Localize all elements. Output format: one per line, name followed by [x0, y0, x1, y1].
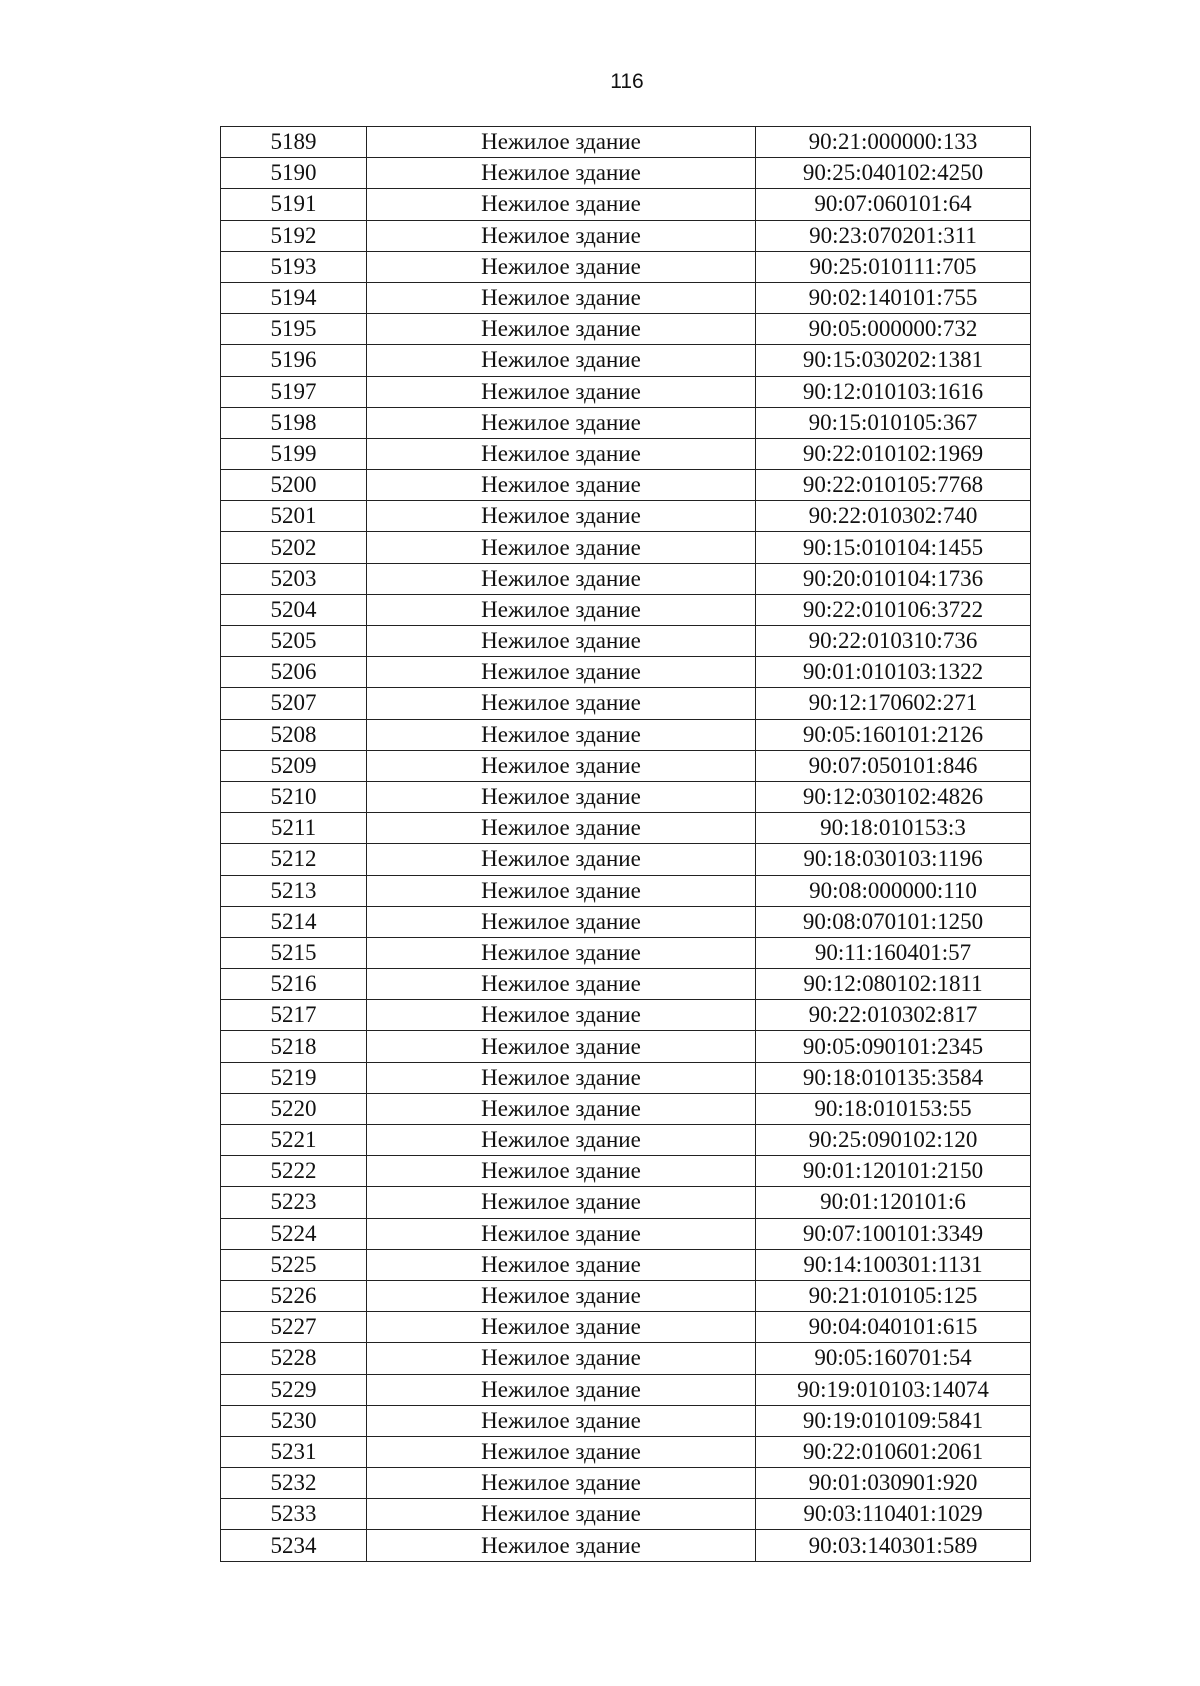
cadastral-number-cell: 90:22:010310:736 — [756, 626, 1031, 657]
object-type-cell: Нежилое здание — [367, 1343, 756, 1374]
row-number-cell: 5193 — [221, 251, 367, 282]
object-type-cell: Нежилое здание — [367, 1093, 756, 1124]
object-type-cell: Нежилое здание — [367, 314, 756, 345]
row-number-cell: 5231 — [221, 1436, 367, 1467]
object-type-cell: Нежилое здание — [367, 470, 756, 501]
object-type-cell: Нежилое здание — [367, 594, 756, 625]
row-number-cell: 5195 — [221, 314, 367, 345]
object-type-cell: Нежилое здание — [367, 937, 756, 968]
table-row — [221, 1280, 1031, 1311]
cadastral-number-cell: 90:07:100101:3349 — [756, 1218, 1031, 1249]
table-row — [221, 470, 1031, 501]
table-row — [221, 251, 1031, 282]
cadastral-number-cell: 90:12:080102:1811 — [756, 969, 1031, 1000]
row-number-cell: 5201 — [221, 501, 367, 532]
cadastral-number-cell: 90:15:030202:1381 — [756, 345, 1031, 376]
row-number-cell: 5194 — [221, 282, 367, 313]
cadastral-number-cell: 90:01:120101:6 — [756, 1187, 1031, 1218]
cadastral-number-cell: 90:22:010302:817 — [756, 1000, 1031, 1031]
table-row — [221, 1468, 1031, 1499]
cadastral-number-cell: 90:15:010105:367 — [756, 407, 1031, 438]
cadastral-number-cell: 90:20:010104:1736 — [756, 563, 1031, 594]
cadastral-number-cell: 90:18:010153:3 — [756, 813, 1031, 844]
object-type-cell: Нежилое здание — [367, 407, 756, 438]
table-row — [221, 314, 1031, 345]
table-row — [221, 750, 1031, 781]
object-type-cell: Нежилое здание — [367, 376, 756, 407]
row-number-cell: 5204 — [221, 594, 367, 625]
table-row — [221, 376, 1031, 407]
object-type-cell: Нежилое здание — [367, 1031, 756, 1062]
cadastral-number-cell: 90:25:010111:705 — [756, 251, 1031, 282]
object-type-cell: Нежилое здание — [367, 657, 756, 688]
object-type-cell: Нежилое здание — [367, 1374, 756, 1405]
cadastral-number-cell: 90:05:000000:732 — [756, 314, 1031, 345]
row-number-cell: 5211 — [221, 813, 367, 844]
table-row — [221, 345, 1031, 376]
table-row — [221, 875, 1031, 906]
row-number-cell: 5206 — [221, 657, 367, 688]
object-type-cell: Нежилое здание — [367, 189, 756, 220]
object-type-cell: Нежилое здание — [367, 532, 756, 563]
row-number-cell: 5199 — [221, 438, 367, 469]
row-number-cell: 5190 — [221, 158, 367, 189]
row-number-cell: 5226 — [221, 1280, 367, 1311]
table-row — [221, 969, 1031, 1000]
row-number-cell: 5210 — [221, 781, 367, 812]
row-number-cell: 5224 — [221, 1218, 367, 1249]
object-type-cell: Нежилое здание — [367, 781, 756, 812]
row-number-cell: 5215 — [221, 937, 367, 968]
cadastral-number-cell: 90:25:090102:120 — [756, 1125, 1031, 1156]
object-type-cell: Нежилое здание — [367, 813, 756, 844]
row-number-cell: 5219 — [221, 1062, 367, 1093]
table-row — [221, 906, 1031, 937]
table-row — [221, 781, 1031, 812]
table-row — [221, 626, 1031, 657]
table-row — [221, 1218, 1031, 1249]
table-row — [221, 158, 1031, 189]
cadastral-number-cell: 90:22:010102:1969 — [756, 438, 1031, 469]
cadastral-number-cell: 90:12:030102:4826 — [756, 781, 1031, 812]
object-type-cell: Нежилое здание — [367, 501, 756, 532]
table-row — [221, 563, 1031, 594]
object-type-cell: Нежилое здание — [367, 282, 756, 313]
row-number-cell: 5230 — [221, 1405, 367, 1436]
page-number: 116 — [610, 70, 644, 93]
cadastral-number-cell: 90:08:000000:110 — [756, 875, 1031, 906]
row-number-cell: 5209 — [221, 750, 367, 781]
row-number-cell: 5222 — [221, 1156, 367, 1187]
cadastral-number-cell: 90:23:070201:311 — [756, 220, 1031, 251]
table-row — [221, 688, 1031, 719]
table-row — [221, 127, 1031, 158]
row-number-cell: 5189 — [221, 127, 367, 158]
object-type-cell: Нежилое здание — [367, 1405, 756, 1436]
table-row — [221, 1312, 1031, 1343]
row-number-cell: 5200 — [221, 470, 367, 501]
object-type-cell: Нежилое здание — [367, 1436, 756, 1467]
row-number-cell: 5233 — [221, 1499, 367, 1530]
cadastral-number-cell: 90:05:090101:2345 — [756, 1031, 1031, 1062]
object-type-cell: Нежилое здание — [367, 158, 756, 189]
cadastral-number-cell: 90:22:010105:7768 — [756, 470, 1031, 501]
object-type-cell: Нежилое здание — [367, 1312, 756, 1343]
object-type-cell: Нежилое здание — [367, 1249, 756, 1280]
row-number-cell: 5232 — [221, 1468, 367, 1499]
table-row — [221, 1530, 1031, 1561]
row-number-cell: 5223 — [221, 1187, 367, 1218]
table-row — [221, 407, 1031, 438]
object-type-cell: Нежилое здание — [367, 438, 756, 469]
cadastral-number-cell: 90:04:040101:615 — [756, 1312, 1031, 1343]
table-row — [221, 1093, 1031, 1124]
object-type-cell: Нежилое здание — [367, 719, 756, 750]
object-type-cell: Нежилое здание — [367, 1187, 756, 1218]
table-body — [221, 127, 1031, 1562]
object-type-cell: Нежилое здание — [367, 1156, 756, 1187]
cadastral-number-cell: 90:19:010109:5841 — [756, 1405, 1031, 1436]
row-number-cell: 5191 — [221, 189, 367, 220]
row-number-cell: 5214 — [221, 906, 367, 937]
row-number-cell: 5203 — [221, 563, 367, 594]
table-row — [221, 1031, 1031, 1062]
cadastral-number-cell: 90:19:010103:14074 — [756, 1374, 1031, 1405]
table-row — [221, 1156, 1031, 1187]
row-number-cell: 5218 — [221, 1031, 367, 1062]
row-number-cell: 5221 — [221, 1125, 367, 1156]
cadastral-number-cell: 90:22:010106:3722 — [756, 594, 1031, 625]
cadastral-number-cell: 90:03:140301:589 — [756, 1530, 1031, 1561]
row-number-cell: 5197 — [221, 376, 367, 407]
object-type-cell: Нежилое здание — [367, 127, 756, 158]
table-row — [221, 1499, 1031, 1530]
object-type-cell: Нежилое здание — [367, 906, 756, 937]
cadastral-number-cell: 90:18:010153:55 — [756, 1093, 1031, 1124]
row-number-cell: 5220 — [221, 1093, 367, 1124]
cadastral-number-cell: 90:22:010601:2061 — [756, 1436, 1031, 1467]
table-row — [221, 1125, 1031, 1156]
object-type-cell: Нежилое здание — [367, 969, 756, 1000]
row-number-cell: 5216 — [221, 969, 367, 1000]
object-type-cell: Нежилое здание — [367, 251, 756, 282]
row-number-cell: 5198 — [221, 407, 367, 438]
table-row — [221, 1343, 1031, 1374]
cadastral-number-cell: 90:22:010302:740 — [756, 501, 1031, 532]
table-row — [221, 282, 1031, 313]
cadastral-number-cell: 90:02:140101:755 — [756, 282, 1031, 313]
cadastral-number-cell: 90:05:160101:2126 — [756, 719, 1031, 750]
table-row — [221, 189, 1031, 220]
row-number-cell: 5213 — [221, 875, 367, 906]
table-row — [221, 719, 1031, 750]
cadastral-number-cell: 90:01:030901:920 — [756, 1468, 1031, 1499]
object-type-cell: Нежилое здание — [367, 688, 756, 719]
object-type-cell: Нежилое здание — [367, 563, 756, 594]
cadastral-number-cell: 90:03:110401:1029 — [756, 1499, 1031, 1530]
table-row — [221, 1187, 1031, 1218]
cadastral-number-cell: 90:08:070101:1250 — [756, 906, 1031, 937]
table-row — [221, 532, 1031, 563]
row-number-cell: 5212 — [221, 844, 367, 875]
registry-table-container — [220, 126, 1030, 1562]
row-number-cell: 5225 — [221, 1249, 367, 1280]
object-type-cell: Нежилое здание — [367, 1000, 756, 1031]
cadastral-number-cell: 90:18:010135:3584 — [756, 1062, 1031, 1093]
row-number-cell: 5228 — [221, 1343, 367, 1374]
cadastral-number-cell: 90:15:010104:1455 — [756, 532, 1031, 563]
row-number-cell: 5208 — [221, 719, 367, 750]
cadastral-number-cell: 90:21:000000:133 — [756, 127, 1031, 158]
table-row — [221, 438, 1031, 469]
object-type-cell: Нежилое здание — [367, 844, 756, 875]
cadastral-number-cell: 90:14:100301:1131 — [756, 1249, 1031, 1280]
table-row — [221, 501, 1031, 532]
object-type-cell: Нежилое здание — [367, 1062, 756, 1093]
row-number-cell: 5196 — [221, 345, 367, 376]
object-type-cell: Нежилое здание — [367, 626, 756, 657]
cadastral-number-cell: 90:18:030103:1196 — [756, 844, 1031, 875]
object-type-cell: Нежилое здание — [367, 750, 756, 781]
object-type-cell: Нежилое здание — [367, 345, 756, 376]
table-row — [221, 813, 1031, 844]
table-row — [221, 594, 1031, 625]
cadastral-number-cell: 90:11:160401:57 — [756, 937, 1031, 968]
cadastral-number-cell: 90:12:010103:1616 — [756, 376, 1031, 407]
object-type-cell: Нежилое здание — [367, 220, 756, 251]
cadastral-number-cell: 90:05:160701:54 — [756, 1343, 1031, 1374]
row-number-cell: 5207 — [221, 688, 367, 719]
cadastral-number-cell: 90:07:050101:846 — [756, 750, 1031, 781]
table-row — [221, 1436, 1031, 1467]
registry-table — [220, 126, 1031, 1562]
table-row — [221, 657, 1031, 688]
cadastral-number-cell: 90:25:040102:4250 — [756, 158, 1031, 189]
table-row — [221, 1000, 1031, 1031]
table-row — [221, 220, 1031, 251]
table-row — [221, 1405, 1031, 1436]
row-number-cell: 5202 — [221, 532, 367, 563]
cadastral-number-cell: 90:01:120101:2150 — [756, 1156, 1031, 1187]
cadastral-number-cell: 90:12:170602:271 — [756, 688, 1031, 719]
object-type-cell: Нежилое здание — [367, 1499, 756, 1530]
object-type-cell: Нежилое здание — [367, 1530, 756, 1561]
table-row — [221, 1374, 1031, 1405]
object-type-cell: Нежилое здание — [367, 1468, 756, 1499]
table-row — [221, 937, 1031, 968]
row-number-cell: 5192 — [221, 220, 367, 251]
cadastral-number-cell: 90:21:010105:125 — [756, 1280, 1031, 1311]
row-number-cell: 5217 — [221, 1000, 367, 1031]
object-type-cell: Нежилое здание — [367, 1218, 756, 1249]
cadastral-number-cell: 90:07:060101:64 — [756, 189, 1031, 220]
row-number-cell: 5205 — [221, 626, 367, 657]
row-number-cell: 5234 — [221, 1530, 367, 1561]
table-row — [221, 844, 1031, 875]
table-row — [221, 1249, 1031, 1280]
object-type-cell: Нежилое здание — [367, 1125, 756, 1156]
row-number-cell: 5227 — [221, 1312, 367, 1343]
table-row — [221, 1062, 1031, 1093]
object-type-cell: Нежилое здание — [367, 875, 756, 906]
row-number-cell: 5229 — [221, 1374, 367, 1405]
cadastral-number-cell: 90:01:010103:1322 — [756, 657, 1031, 688]
object-type-cell: Нежилое здание — [367, 1280, 756, 1311]
